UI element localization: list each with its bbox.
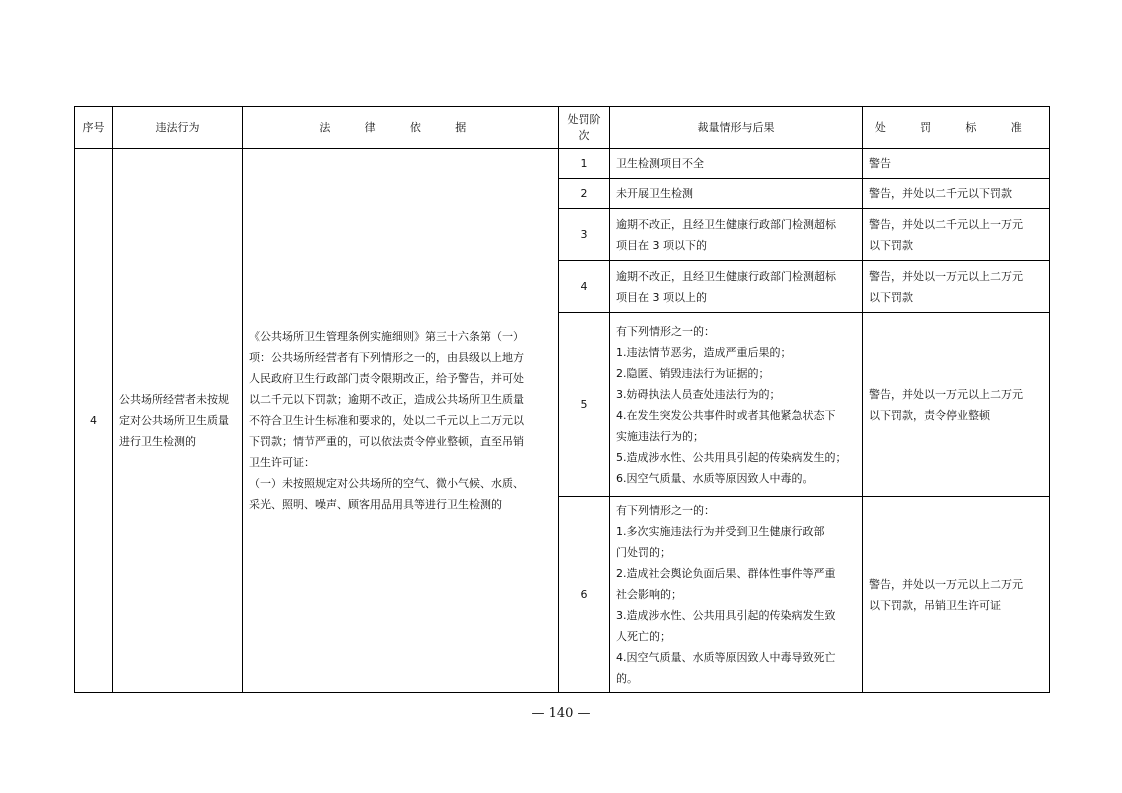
circumstance-line: 的。 xyxy=(616,672,638,685)
table-body xyxy=(75,149,1050,693)
circumstance-line: 4.在发生突发公共事件时或者其他紧急状态下 xyxy=(616,408,836,422)
legal-basis-line: 采光、照明、噪声、顾客用品用具等进行卫生检测的 xyxy=(249,498,502,511)
cell-order: 4 xyxy=(559,261,610,313)
circumstance-line: 实施违法行为的； xyxy=(616,429,704,443)
circumstance-line: 卫生检测项目不全 xyxy=(616,157,704,170)
cell-legal-basis xyxy=(243,149,559,693)
header-row xyxy=(75,107,1050,149)
page-number: — 140 — xyxy=(531,706,591,721)
legal-basis-line: 下罚款；情节严重的，可以依法责令停业整顿，直至吊销 xyxy=(249,435,524,448)
circumstance-line: 逾期不改正，且经卫生健康行政部门检测超标 xyxy=(616,269,836,283)
circumstance-line: 4.因空气质量、水质等原因致人中毒导致死亡 xyxy=(616,651,836,664)
header-seq: 序号 xyxy=(75,107,113,149)
legal-basis-line: 以二千元以下罚款；逾期不改正，造成公共场所卫生质量 xyxy=(249,393,524,406)
cell-order: 6 xyxy=(559,497,610,693)
legal-basis-line: 《公共场所卫生管理条例实施细则》第三十六条第（一） xyxy=(249,330,524,343)
cell-seq: 4 xyxy=(75,149,113,693)
standard-line: 警告，并处以二千元以上一万元 xyxy=(869,217,1023,231)
circumstance-line: 社会影响的； xyxy=(616,588,682,601)
circumstance-line: 未开展卫生检测 xyxy=(616,187,693,200)
cell-order: 5 xyxy=(559,313,610,497)
legal-basis-line: 项：公共场所经营者有下列情形之一的，由县级以上地方 xyxy=(249,351,524,364)
circumstance-line: 5.造成涉水性、公共用具引起的传染病发生的； xyxy=(616,450,847,464)
circumstance-line: 有下列情形之一的： xyxy=(616,324,715,338)
circumstance-line: 3.造成涉水性、公共用具引起的传染病发生致 xyxy=(616,609,836,622)
legal-basis-line: 不符合卫生计生标准和要求的，处以二千元以上二万元以 xyxy=(249,414,524,427)
cell-standard xyxy=(863,261,1050,313)
circumstance-line: 3.妨碍执法人员查处违法行为的； xyxy=(616,387,781,401)
header-circumstance: 裁量情形与后果 xyxy=(610,107,863,149)
circumstance-line: 人死亡的； xyxy=(616,630,671,643)
standard-line: 以下罚款 xyxy=(869,290,913,304)
standard-line: 以下罚款，吊销卫生许可证 xyxy=(869,598,1001,612)
cell-order: 2 xyxy=(559,179,610,209)
cell-circumstance xyxy=(610,149,863,179)
cell-standard xyxy=(863,179,1050,209)
cell-standard xyxy=(863,149,1050,179)
standard-line: 警告，并处以二千元以下罚款 xyxy=(869,187,1012,200)
cell-circumstance xyxy=(610,179,863,209)
cell-circumstance xyxy=(610,313,863,497)
cell-circumstance xyxy=(610,497,863,693)
header-order: 处罚阶次 xyxy=(559,107,610,149)
circumstance-line: 1.多次实施违法行为并受到卫生健康行政部 xyxy=(616,525,825,538)
circumstance-line: 2.造成社会舆论负面后果、群体性事件等严重 xyxy=(616,567,836,580)
standard-line: 警告，并处以一万元以上二万元 xyxy=(869,577,1023,591)
cell-circumstance xyxy=(610,209,863,261)
circumstance-line: 逾期不改正，且经卫生健康行政部门检测超标 xyxy=(616,217,836,231)
legal-basis-line: 人民政府卫生行政部门责令限期改正，给予警告，并可处 xyxy=(249,372,524,385)
cell-circumstance xyxy=(610,261,863,313)
cell-standard xyxy=(863,497,1050,693)
circumstance-line: 门处罚的； xyxy=(616,546,671,559)
header-violation: 违法行为 xyxy=(113,107,243,149)
cell-violation: 公共场所经营者未按规定对公共场所卫生质量进行卫生检测的 xyxy=(113,149,243,693)
circumstance-line: 有下列情形之一的： xyxy=(616,504,715,517)
standard-line: 以下罚款，责令停业整顿 xyxy=(869,408,990,422)
table-row xyxy=(75,149,1050,179)
header-legal-basis: 法 律 依 据 xyxy=(243,107,559,149)
cell-order: 3 xyxy=(559,209,610,261)
cell-order: 1 xyxy=(559,149,610,179)
penalty-table xyxy=(74,106,1050,693)
legal-basis-line: （一）未按照规定对公共场所的空气、微小气候、水质、 xyxy=(249,477,524,490)
standard-line: 警告，并处以一万元以上二万元 xyxy=(869,387,1023,401)
legal-basis-line: 卫生许可证： xyxy=(249,456,315,469)
circumstance-line: 项目在 3 项以上的 xyxy=(616,290,707,304)
standard-line: 以下罚款 xyxy=(869,238,913,252)
circumstance-line: 1.违法情节恶劣，造成严重后果的； xyxy=(616,345,792,359)
circumstance-line: 6.因空气质量、水质等原因致人中毒的。 xyxy=(616,471,814,485)
header-standard: 处 罚 标 准 xyxy=(863,107,1050,149)
cell-standard xyxy=(863,209,1050,261)
standard-line: 警告 xyxy=(869,157,891,170)
circumstance-line: 2.隐匿、销毁违法行为证据的； xyxy=(616,366,770,380)
cell-standard xyxy=(863,313,1050,497)
circumstance-line: 项目在 3 项以下的 xyxy=(616,238,707,252)
standard-line: 警告，并处以一万元以上二万元 xyxy=(869,269,1023,283)
